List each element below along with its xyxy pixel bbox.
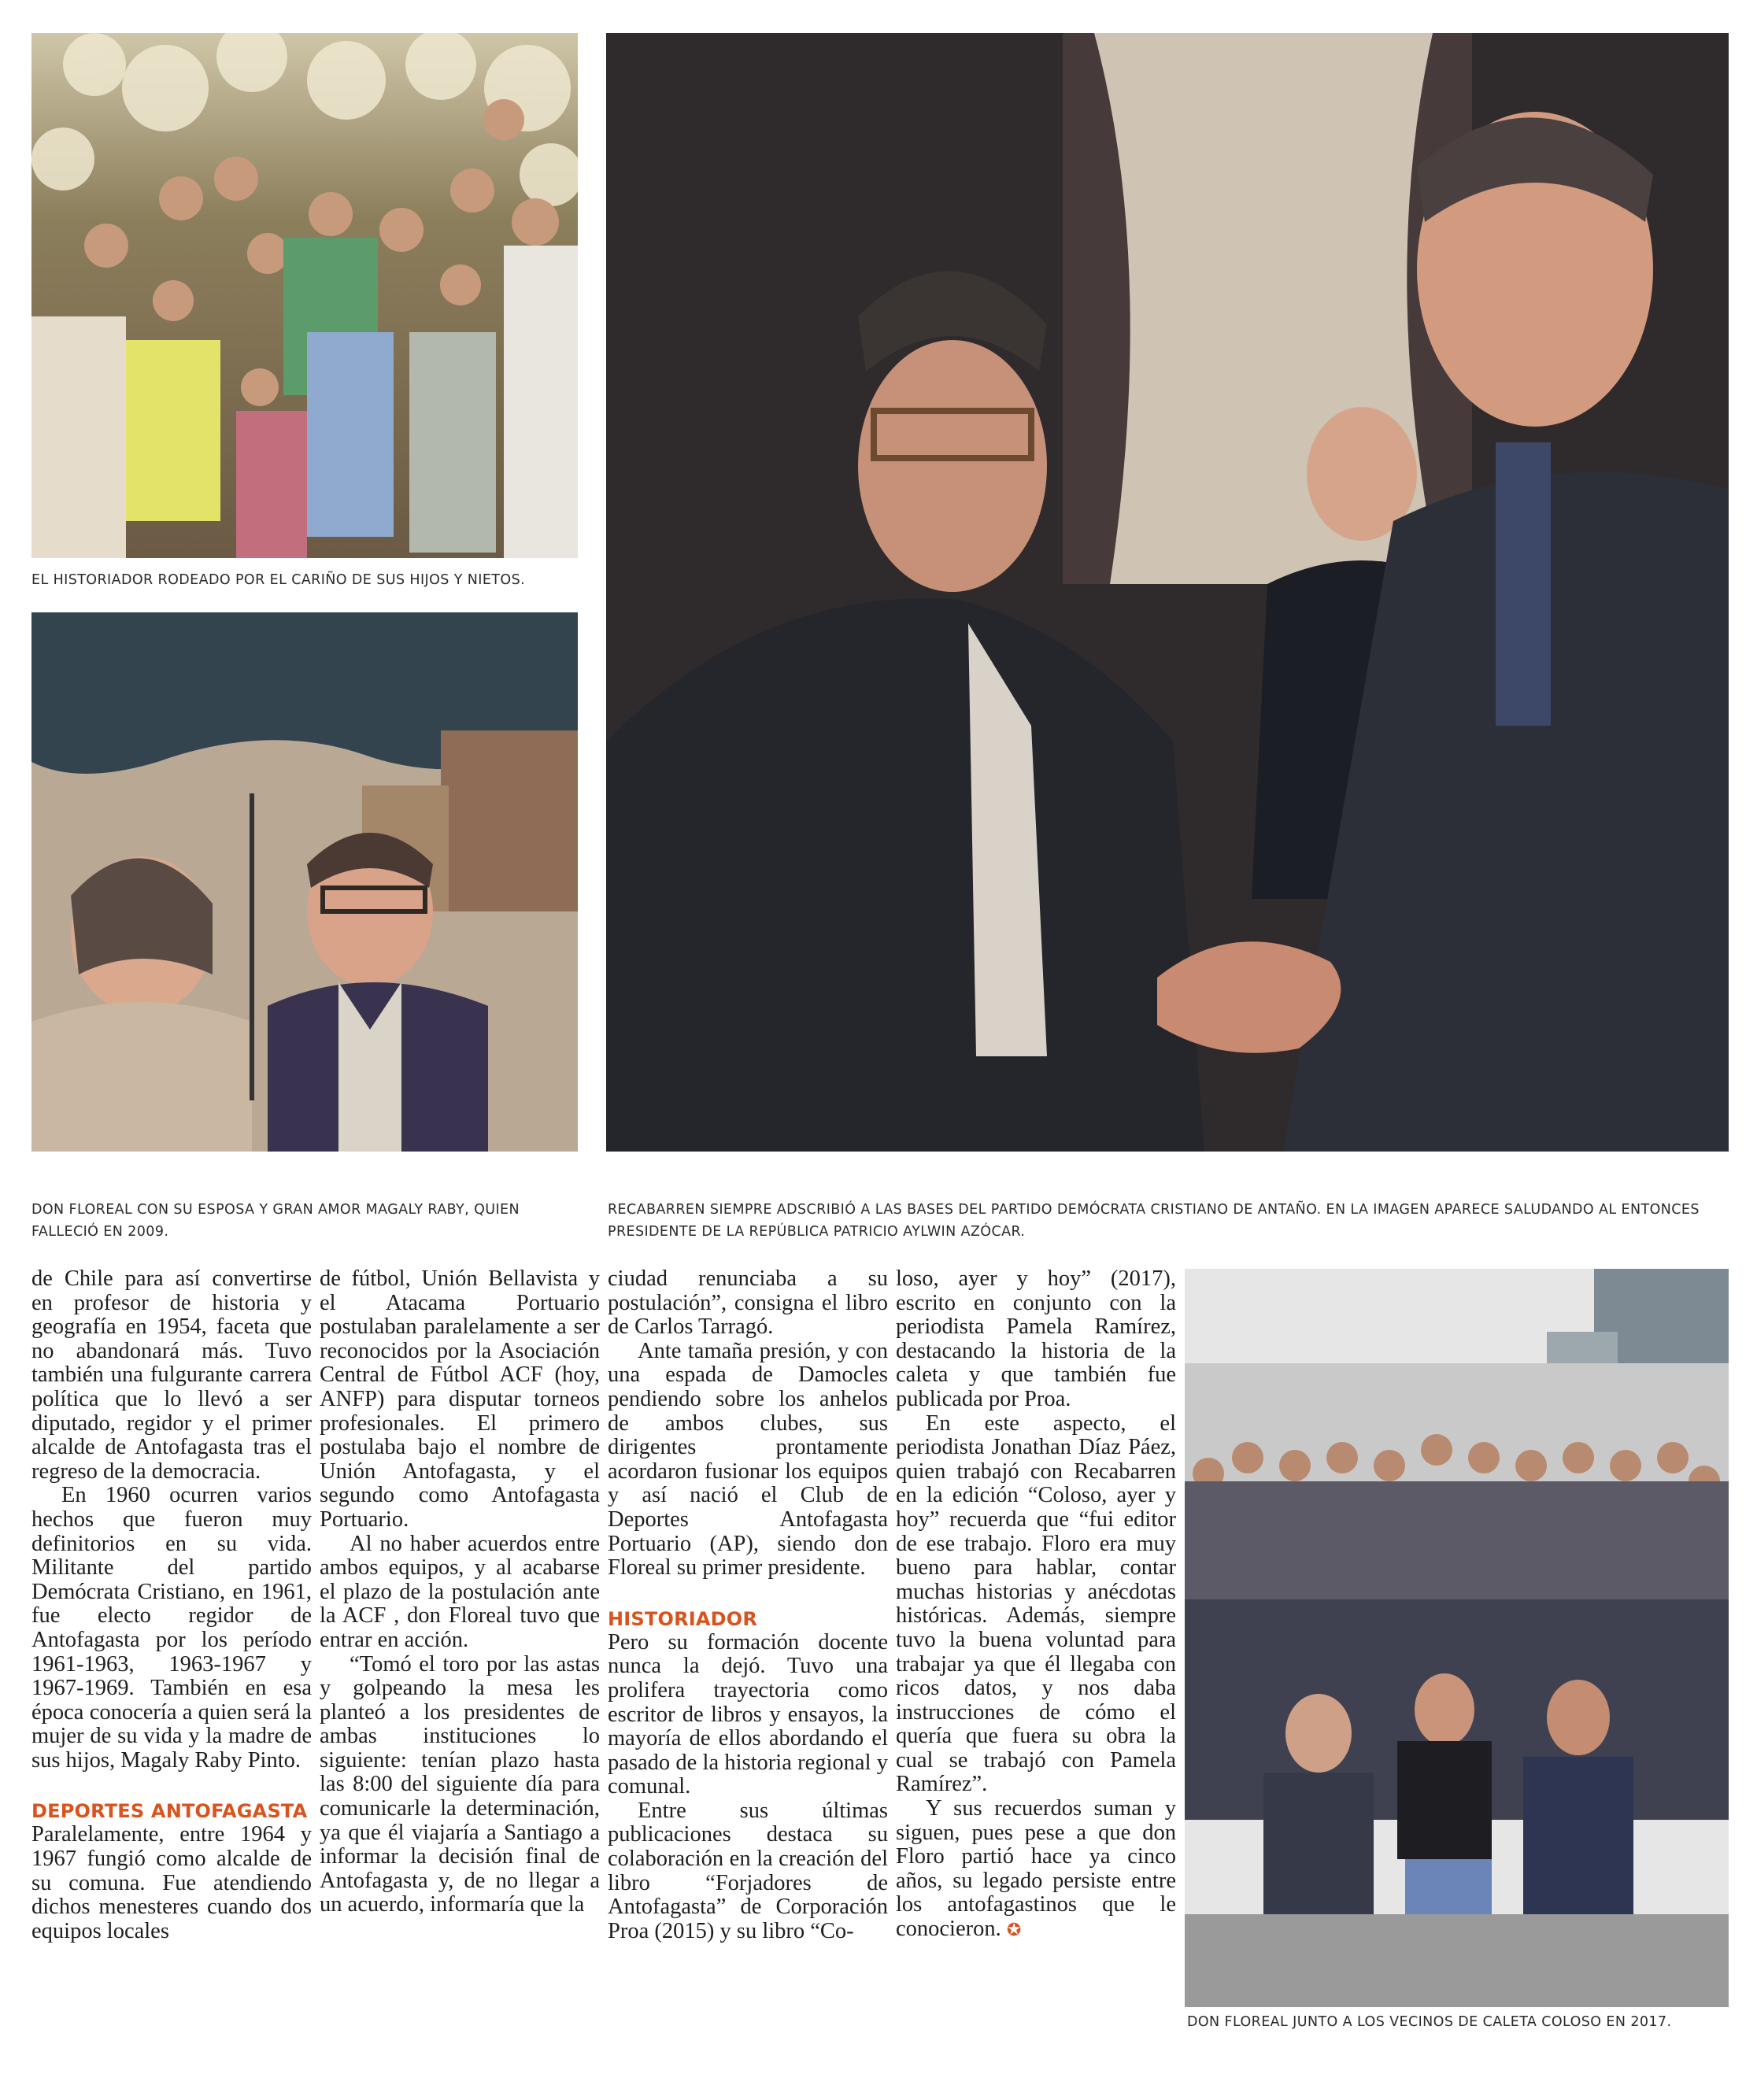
- article-column-3: [608, 1267, 888, 1943]
- paragraph-final: [896, 1797, 1176, 1943]
- section-heading-historiador: HISTORIADOR: [608, 1607, 758, 1630]
- paragraph-text: Y sus recuerdos suman y siguen, pues pese a que don Floro partió hace ya cinco años, su legado persiste entre los antofagastinos que le conocieron.: [896, 1796, 1176, 1942]
- paragraph: de fútbol, Unión Bellavista y el Atacama Portuario postulaban paralelamente a ser reconocidos por la Asociación Central de Fútbol ACF (hoy, ANFP) para disputar torneos profesionales. El primero postulaba bajo el nombre de Unión Antofagasta, y el segundo como Antofagasta Portuario.: [320, 1266, 600, 1532]
- paragraph: Al no haber acuerdos entre ambos equipos, y al acabarse el plazo de la postulación ante la ACF , don Floreal tuvo que entrar en acción.: [320, 1531, 600, 1652]
- family-photo-caption: EL HISTORIADOR RODEADO POR EL CARIÑO DE SUS HIJOS Y NIETOS.: [31, 572, 526, 588]
- wife-photo: [31, 612, 578, 1152]
- paragraph: Ante tamaña presión, y con una espada de Damocles pendiendo sobre los anhelos de ambos clubes, sus dirigentes prontamente acordaron fusionar los equipos y así nació el Club de Deportes Antofagasta Portuario (AP), siendo don Floreal su primer presidente.: [608, 1338, 888, 1581]
- family-photo: [31, 33, 578, 558]
- paragraph: ciudad renunciaba a su postulación”, consigna el libro de Carlos Tarragó.: [608, 1266, 888, 1340]
- paragraph: Paralelamente, entre 1964 y 1967 fungió como alcalde de su comuna. Fue atendiendo dichos menesteres cuando dos equipos locales: [31, 1822, 312, 1943]
- section-heading-deportes: DEPORTES ANTOFAGASTA: [31, 1800, 308, 1823]
- paragraph: Pero su formación docente nunca la dejó. Tuvo una prolifera trayectoria como escritor de libros y ensayos, la mayoría de ellos abordando el pasado de la historia regional y comunal.: [608, 1629, 888, 1799]
- paragraph: En este aspecto, el periodista Jonathan Díaz Páez, quien trabajó con Recabarren en la edición “Coloso, ayer y hoy” recuerda que “fui editor de ese trabajo. Floro era muy bueno para hablar, contar muchas historias y anécdotas históricas. Además, siempre tuvo la buena voluntad para trabajar ya que él llegaba con ricos datos, y nos daba instrucciones de cómo el quería que fuera su obra la cual se trabajó con Pamela Ramírez”.: [896, 1410, 1176, 1797]
- coloso-photo-caption: DON FLOREAL JUNTO A LOS VECINOS DE CALETA COLOSO EN 2017.: [1187, 2014, 1672, 2030]
- end-of-article-icon: ✪: [1006, 1920, 1022, 1940]
- paragraph: “Tomó el toro por las astas y golpeando la mesa les planteó a los presidentes de ambas instituciones lo siguiente: tenían plazo hasta las 8:00 del siguiente día para comunicarle la determinación, ya que él viajaría a Santiago a informar la decisión final de Antofagasta y, de no llegar a un acuerdo, informaría que la: [320, 1651, 600, 1917]
- paragraph: Entre sus últimas publicaciones destaca su colaboración en la creación del libro “Forjadores de Antofagasta” de Corporación Proa (2015) y su libro “Co-: [608, 1798, 888, 1943]
- wife-photo-caption: DON FLOREAL CON SU ESPOSA Y GRAN AMOR MAGALY RABY, QUIEN FALLECIÓ EN 2009.: [31, 1202, 520, 1240]
- article-column-1: [31, 1267, 312, 1943]
- paragraph: En 1960 ocurren varios hechos que fueron muy definitorios en su vida. Militante del partido Demócrata Cristiano, en 1961, fue electo regidor de Antofagasta por los período 1961-1963, 1963-1967 y 1967-1969. También en esa época conocería a quien será la mujer de su vida y la madre de sus hijos, Magaly Raby Pinto.: [31, 1483, 312, 1773]
- article-column-2: [320, 1267, 600, 1917]
- article-column-4: [896, 1267, 1176, 1943]
- paragraph: loso, ayer y hoy” (2017), escrito en conjunto con la periodista Pamela Ramírez, destacando la historia de la caleta y que también fue publicada por Proa.: [896, 1266, 1176, 1411]
- coloso-neighbors-photo: [1185, 1269, 1729, 2007]
- paragraph: de Chile para así convertirse en profesor de historia y geografía en 1954, faceta que no abandonará más. Tuvo también una fulgurante carrera política que lo llevó a ser diputado, regidor y el primer alcalde de Antofagasta tras el regreso de la democracia.: [31, 1266, 312, 1484]
- aylwin-handshake-photo: [606, 33, 1729, 1152]
- aylwin-photo-caption: RECABARREN SIEMPRE ADSCRIBIÓ A LAS BASES DEL PARTIDO DEMÓCRATA CRISTIANO DE ANTAÑO. EN LA IMAGEN APARECE SALUDANDO AL ENTONCES PRESIDENTE DE LA REPÚBLICA PATRICIO AYLWIN AZÓCAR.: [608, 1202, 1700, 1240]
